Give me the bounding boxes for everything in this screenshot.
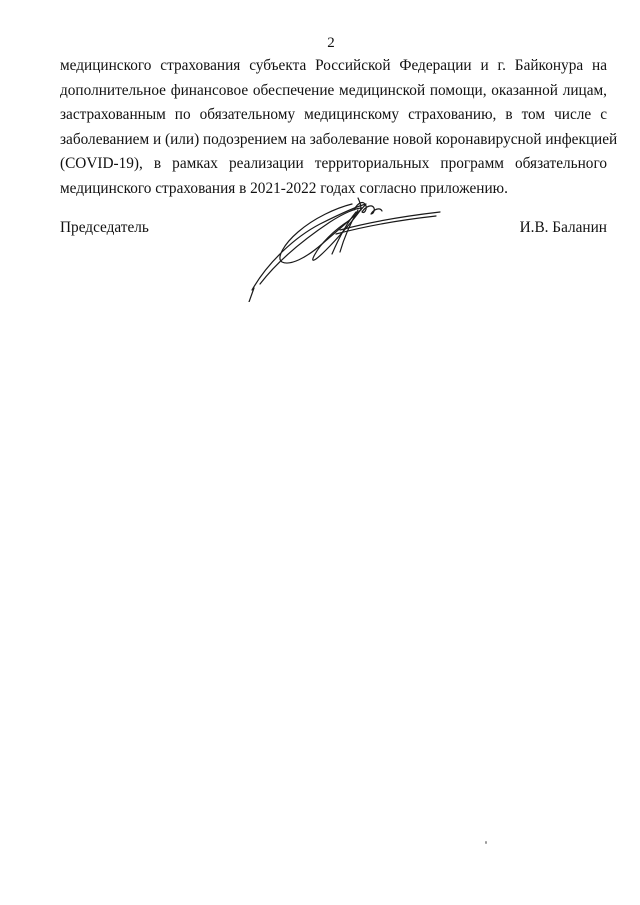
signatory-name: И.В. Баланин	[519, 219, 607, 236]
body-line: медицинского страхования субъекта Российской Федерации и г. Байконура на	[60, 57, 607, 74]
page-number: 2	[327, 35, 335, 51]
body-line: медицинского страхования в 2021-2022 годах согласно приложению.	[60, 179, 508, 197]
handwritten-signature	[240, 192, 450, 302]
body-line: (COVID-19), в рамках реализации территориальных программ обязательного	[60, 155, 607, 172]
scan-speck	[485, 841, 487, 844]
body-line: заболеванием и (или) подозрением на заболевание новой коронавирусной инфекцией	[60, 130, 618, 148]
body-line: дополнительное финансовое обеспечение медицинской помощи, оказанной лицам,	[60, 81, 607, 99]
body-line: застрахованным по обязательному медицинскому страхованию, в том числе с	[60, 106, 607, 123]
signatory-title: Председатель	[60, 219, 149, 236]
body-paragraph	[60, 54, 618, 201]
